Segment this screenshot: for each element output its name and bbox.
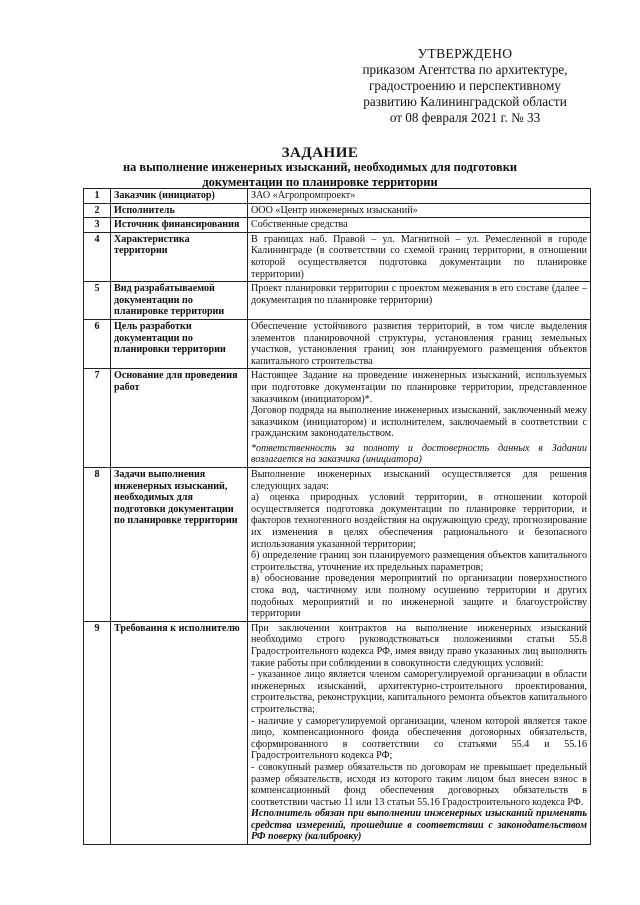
- table-row: [84, 232, 591, 281]
- row-number: 6: [84, 319, 111, 368]
- table-row: [84, 218, 591, 233]
- row-label: Исполнитель: [111, 203, 248, 218]
- approval-line: градостроению и перспективному: [369, 78, 561, 93]
- row-label: Характеристика территории: [111, 232, 248, 281]
- row-number: 8: [84, 468, 111, 622]
- row-value: [248, 232, 591, 281]
- row-label: Задачи выполнения инженерных изысканий, необходимых для подготовки документации по планировке территории: [111, 468, 248, 622]
- row-value: [248, 189, 591, 204]
- value-paragraph: - совокупный размер обязательств по договорам не превышает предельный размер обязательств, исходя из которого таким лицом был внесен взнос в компенсационный фонд обеспечения договорных обязательств в соответствии частью 11 или 13 статьи 55.16 Градостроительного кодекса РФ.: [251, 761, 587, 808]
- value-paragraph: Выполнение инженерных изысканий осуществляется для решения следующих задач:: [251, 469, 587, 492]
- approval-date: от 08 февраля 2021 г. № 33: [389, 110, 541, 125]
- row-value: [248, 621, 591, 844]
- approval-line: приказом Агентства по архитектуре,: [362, 62, 568, 77]
- value-paragraph: б) определение границ зон планируемого размещения объектов капитального строительства, уточнение их предельных параметров;: [251, 550, 587, 573]
- row-label: Основание для проведения работ: [111, 369, 248, 468]
- footnote: *ответственность за полноту и достоверность данных в Задании возлагается на заказчика (инициатора): [251, 442, 587, 466]
- row-value: [248, 203, 591, 218]
- row-label: Вид разрабатываемой документации по планировке территории: [111, 282, 248, 320]
- row-value: [248, 218, 591, 233]
- value-paragraph: Собственные средства: [251, 219, 348, 231]
- row-value: [248, 319, 591, 368]
- row-value: [248, 369, 591, 468]
- value-paragraph: В границах наб. Правой – ул. Магнитной – ул. Ремесленной в городе Калининграде (в соответствии со схемой границ территории, в отношении которой осуществляется подготовка документации по планировке территории): [251, 233, 587, 280]
- approval-heading: УТВЕРЖДЕНО: [417, 46, 513, 61]
- approval-stamp: [340, 46, 590, 126]
- value-paragraph: - указанное лицо является членом саморегулируемой организации в области инженерных изысканий, архитектурно-строительного проектирования, строительства, реконструкции, капитального ремонта объектов капитального строительства;: [251, 669, 587, 715]
- value-paragraph: а) оценка природных условий территории, в отношении которой осуществляется подготовка документации по планировке территории, и факторов техногенного воздействия на окружающую среду, прогнозирование их изменения в целях обеспечения рационального и безопасного использования указанной территории;: [251, 492, 587, 550]
- value-paragraph: Проект планировки территории с проектом межевания в его составе (далее – документация по планировке территории): [251, 283, 587, 306]
- table-row: [84, 369, 591, 468]
- document-title: ЗАДАНИЕ: [281, 145, 359, 161]
- table-row: [84, 282, 591, 320]
- table-row: [84, 621, 591, 844]
- row-number: 1: [84, 189, 111, 204]
- row-label: Цель разработки документации по планировки территории: [111, 319, 248, 368]
- row-label: Требования к исполнителю: [111, 621, 248, 844]
- table-row: [84, 319, 591, 368]
- table-row: [84, 203, 591, 218]
- value-paragraph: Обеспечение устойчивого развития территорий, в том числе выделения элементов планировочной структуры, установления границ земельных участков, установления границ зон планируемого размещения объектов капитального строительства: [251, 320, 587, 367]
- row-label: Заказчик (инициатор): [111, 189, 248, 204]
- task-table: [83, 188, 591, 845]
- row-number: 5: [84, 282, 111, 320]
- table-row: [84, 468, 591, 622]
- value-paragraph: ООО «Центр инженерных изысканий»: [251, 204, 418, 216]
- row-number: 4: [84, 232, 111, 281]
- emphasis-paragraph: Исполнитель обязан при выполнении инженерных изысканий применять средства измерений, прошедшие в соответствии с законодательством РФ поверку (калибровку): [251, 808, 587, 843]
- row-value: [248, 282, 591, 320]
- value-paragraph: в) обоснование проведения мероприятий по организации поверхностного стока вод, частичному или полному осушению территории и других подобных мероприятий и по инженерной защите и благоустройству территории: [251, 573, 587, 620]
- row-number: 2: [84, 203, 111, 218]
- value-paragraph: Настоящее Задание на проведение инженерных изысканий, используемых при подготовке документации по планировке территории, представленное заказчиком (инициатором)*.: [251, 370, 587, 405]
- row-number: 3: [84, 218, 111, 233]
- value-paragraph: При заключении контрактов на выполнение инженерных изысканий необходимо строго руководствоваться положениями статьи 55.8 Градостроительного кодекса РФ, имея ввиду право указанных лиц выполнять такие работы при соблюдении в совокупности следующих условий:: [251, 622, 587, 669]
- row-value: [248, 468, 591, 622]
- approval-line: развитию Калининградской области: [363, 94, 567, 109]
- value-paragraph: - наличие у саморегулируемой организации, членом которой является такое лицо, компенсационного фонда обеспечения договорных обязательств, сформированного в соответствии со статьями 55.4 и 55.16 Градостроительного кодекса РФ;: [251, 715, 587, 762]
- document-subtitle: на выполнение инженерных изысканий, необходимых для подготовки документации по планировке территории: [122, 160, 518, 189]
- table-row: [84, 189, 591, 204]
- row-label: Источник финансирования: [111, 218, 248, 233]
- row-number: 7: [84, 369, 111, 468]
- row-number: 9: [84, 621, 111, 844]
- value-paragraph: ЗАО «Агропромпроект»: [251, 190, 356, 201]
- value-paragraph: Договор подряда на выполнение инженерных изысканий, заключенный межу заказчиком (инициатором) и исполнителем, заключаемый в соответствии с гражданским законодательством.: [251, 405, 587, 440]
